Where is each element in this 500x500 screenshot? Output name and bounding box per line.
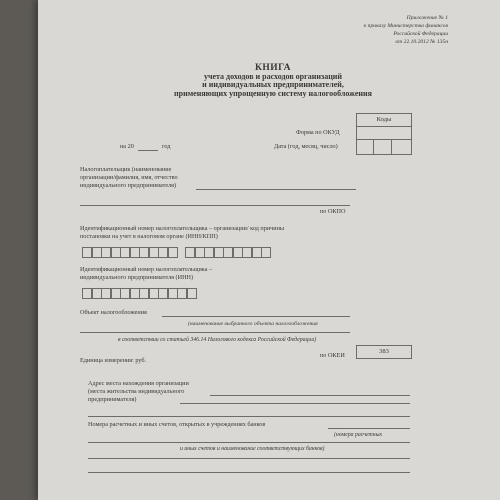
date-label: Дата (год, месяц, число)	[274, 143, 338, 150]
okei-label: по ОКЕИ	[320, 352, 345, 359]
inn-line-2: индивидуального предпринимателя (ИНН)	[80, 274, 194, 281]
address-line-1: Адрес места нахождения организации	[88, 380, 189, 387]
period-prefix: на 20	[120, 143, 134, 150]
accounts-hint-2: и иных счетов и наименование соответствующих банков)	[180, 446, 325, 452]
title-line-3: и индивидуальных предпринимателей,	[202, 80, 344, 89]
taxpayer-line-2: организации/фамилия, имя, отчество	[80, 174, 178, 181]
date-cell[interactable]	[357, 140, 411, 154]
appendix-line-4: от 22.10.2012 № 135н	[395, 39, 448, 45]
okpo-label: по ОКПО	[320, 208, 346, 215]
inn-kpp-label	[80, 225, 284, 241]
taxpayer-label	[80, 166, 178, 190]
year-field-line[interactable]	[138, 150, 158, 151]
accounts-hint: (номера расчетных	[334, 432, 383, 438]
okei-cell: 383	[356, 345, 412, 359]
digit-box[interactable]	[187, 288, 197, 299]
taxpayer-line-1: Налогоплательщик (наименование	[80, 166, 172, 173]
address-field-line-1[interactable]	[210, 395, 410, 396]
accounts-field-line-1[interactable]	[328, 428, 410, 429]
title-main: КНИГА	[254, 63, 292, 73]
accounts-label: Номера расчетных и иных счетов, открытых в учреждениях банков	[88, 421, 266, 428]
inn-kpp-line-2: постановки на учет в налоговом органе (ИНН/КПП)	[80, 233, 218, 240]
address-label	[88, 380, 189, 404]
address-line-3: предпринимателя)	[88, 396, 137, 403]
object-hint-2: в соответствии со статьей 346.14 Налогового кодекса Российской Федерации)	[118, 337, 317, 343]
appendix-line-3: Российской Федерации	[393, 31, 448, 37]
unit-label: Единица измерения: руб.	[80, 357, 147, 364]
codes-header: Коды	[357, 114, 411, 127]
inn-boxes[interactable]	[82, 288, 196, 299]
accounts-field-line-4[interactable]	[88, 472, 410, 473]
taxpayer-field-line-1[interactable]	[196, 189, 356, 190]
title-line-4: применяющих упрощенную систему налогообложения	[174, 88, 372, 98]
inn-kpp-line-1: Идентификационный номер налогоплательщика – организации/ код причины	[80, 225, 285, 232]
accounts-field-line-3[interactable]	[88, 458, 410, 459]
codes-table	[356, 113, 412, 155]
okud-label: Форма по ОКУД	[296, 129, 340, 136]
taxpayer-field-line-2[interactable]	[80, 205, 350, 206]
appendix-note	[364, 14, 448, 46]
object-label: Объект налогообложения	[80, 309, 147, 316]
address-field-line-3[interactable]	[88, 416, 410, 417]
period-suffix: год	[162, 143, 171, 150]
object-hint: (наименование выбранного объекта налогообложения	[188, 321, 318, 327]
inn-line-1: Идентификационный номер налогоплательщика –	[80, 266, 213, 273]
digit-box[interactable]	[261, 247, 271, 258]
form-page	[38, 0, 500, 500]
address-field-line-2[interactable]	[180, 403, 410, 404]
inn-kpp-boxes[interactable]	[82, 247, 271, 258]
object-field-line-2[interactable]	[80, 332, 350, 333]
inn-label	[80, 266, 212, 282]
title-line-2: учета доходов и расходов организаций	[203, 71, 343, 81]
appendix-line-1: Приложение № 1	[406, 15, 448, 21]
address-line-2: (места жительства индивидуального	[88, 388, 185, 395]
page-title	[128, 64, 418, 98]
taxpayer-line-3: индивидуального предпринимателя)	[80, 182, 177, 189]
object-field-line-1[interactable]	[162, 316, 350, 317]
okud-cell[interactable]	[357, 127, 411, 140]
appendix-line-2: к приказу Министерства финансов	[363, 23, 448, 29]
accounts-field-line-2[interactable]	[88, 442, 410, 443]
